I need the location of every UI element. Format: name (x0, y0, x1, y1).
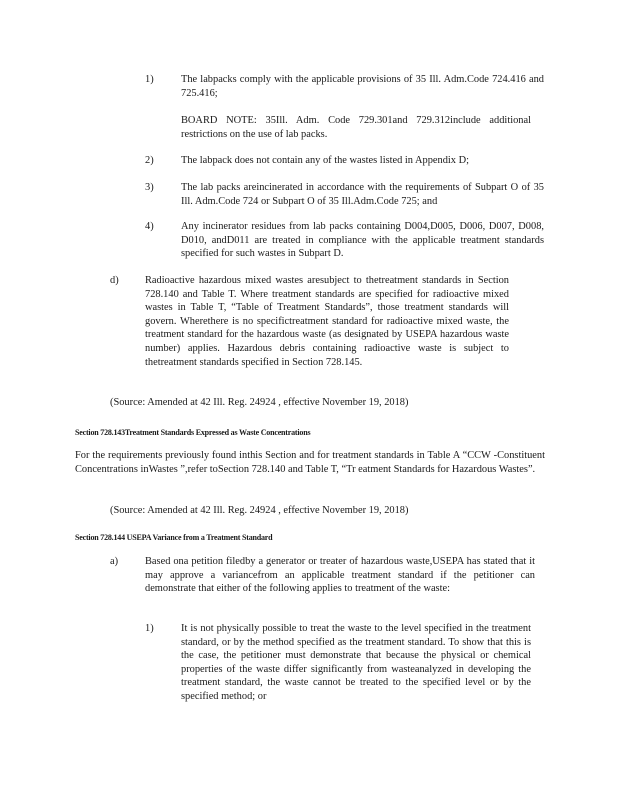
list-text: It is not physically possible to treat the waste to the level specified in the treatment standard, or by the method specified as the treatment standard. To show that this is the case, the petitioner must demonstrate that because the physical or chemical properties of the waste differ significantly from wasteanalyzed in developing the treatment standard, the waste cannot be treated to the specified level or by the specified method; or (181, 623, 531, 702)
section-heading: Section 728.143Treatment Standards Expressed as Waste Concentrations (75, 428, 311, 437)
list-label: 1) (145, 623, 154, 634)
section-heading: Section 728.144 USEPA Variance from a Treatment Standard (75, 533, 273, 542)
list-label: a) (110, 556, 119, 567)
list-label: d) (110, 275, 119, 286)
source-note: (Source: Amended at 42 Ill. Reg. 24924 , effective November 19, 2018) (110, 505, 409, 516)
list-text: Based ona petition filedby a generator or treater of hazardous waste,USEPA has stated that it may approve a variancefrom an applicable treatment standard if the petitioner can demonstrate that either of the following applies to treatment of the waste: (145, 556, 535, 595)
source-note: (Source: Amended at 42 Ill. Reg. 24924 , effective November 19, 2018) (110, 397, 409, 408)
list-label: 2) (145, 155, 154, 166)
board-note: BOARD NOTE: 35Ill. Adm. Code 729.301and 729.312include additional restrictions on the use of lab packs. (181, 115, 531, 140)
list-label: 3) (145, 182, 154, 193)
list-label: 4) (145, 221, 154, 232)
list-text: Radioactive hazardous mixed wastes aresubject to thetreatment standards in Section 728.140 and Table T. Where treatment standards are specified for radioactive mixed wastes in Table T, “Table of Treatment Standards”, those treatment standards will govern. Wherethere is no specifictreatment standard for radioactive mixed waste, the treatment standard for the hazardous waste (as designated by USEPA hazardous waste number) applies. Hazardous debris containing radioactive waste is subject to thetreatment standards specified in Section 728.145. (145, 275, 509, 368)
list-text: The labpacks comply with the applicable provisions of 35 Ill. Adm.Code 724.416 and 725.416; (181, 74, 544, 99)
list-text: The labpack does not contain any of the wastes listed in Appendix D; (181, 155, 469, 166)
list-text: The lab packs areincinerated in accordance with the requirements of Subpart O of 35 Ill. Adm.Code 724 or Subpart O of 35 Ill.Adm.Code 725; and (181, 182, 544, 207)
list-text: Any incinerator residues from lab packs containing D004,D005, D006, D007, D008, D010, andD011 are treated in compliance with the applicable treatment standards specified for such wastes in Subpart D. (181, 221, 544, 260)
list-label: 1) (145, 74, 154, 85)
section-body: For the requirements previously found inthis Section and for treatment standards in Table A “CCW -Constituent Concentrations inWastes ”,refer toSection 728.140 and Table T, “Tr eatment Standards for Hazardous Wastes”. (75, 450, 545, 475)
